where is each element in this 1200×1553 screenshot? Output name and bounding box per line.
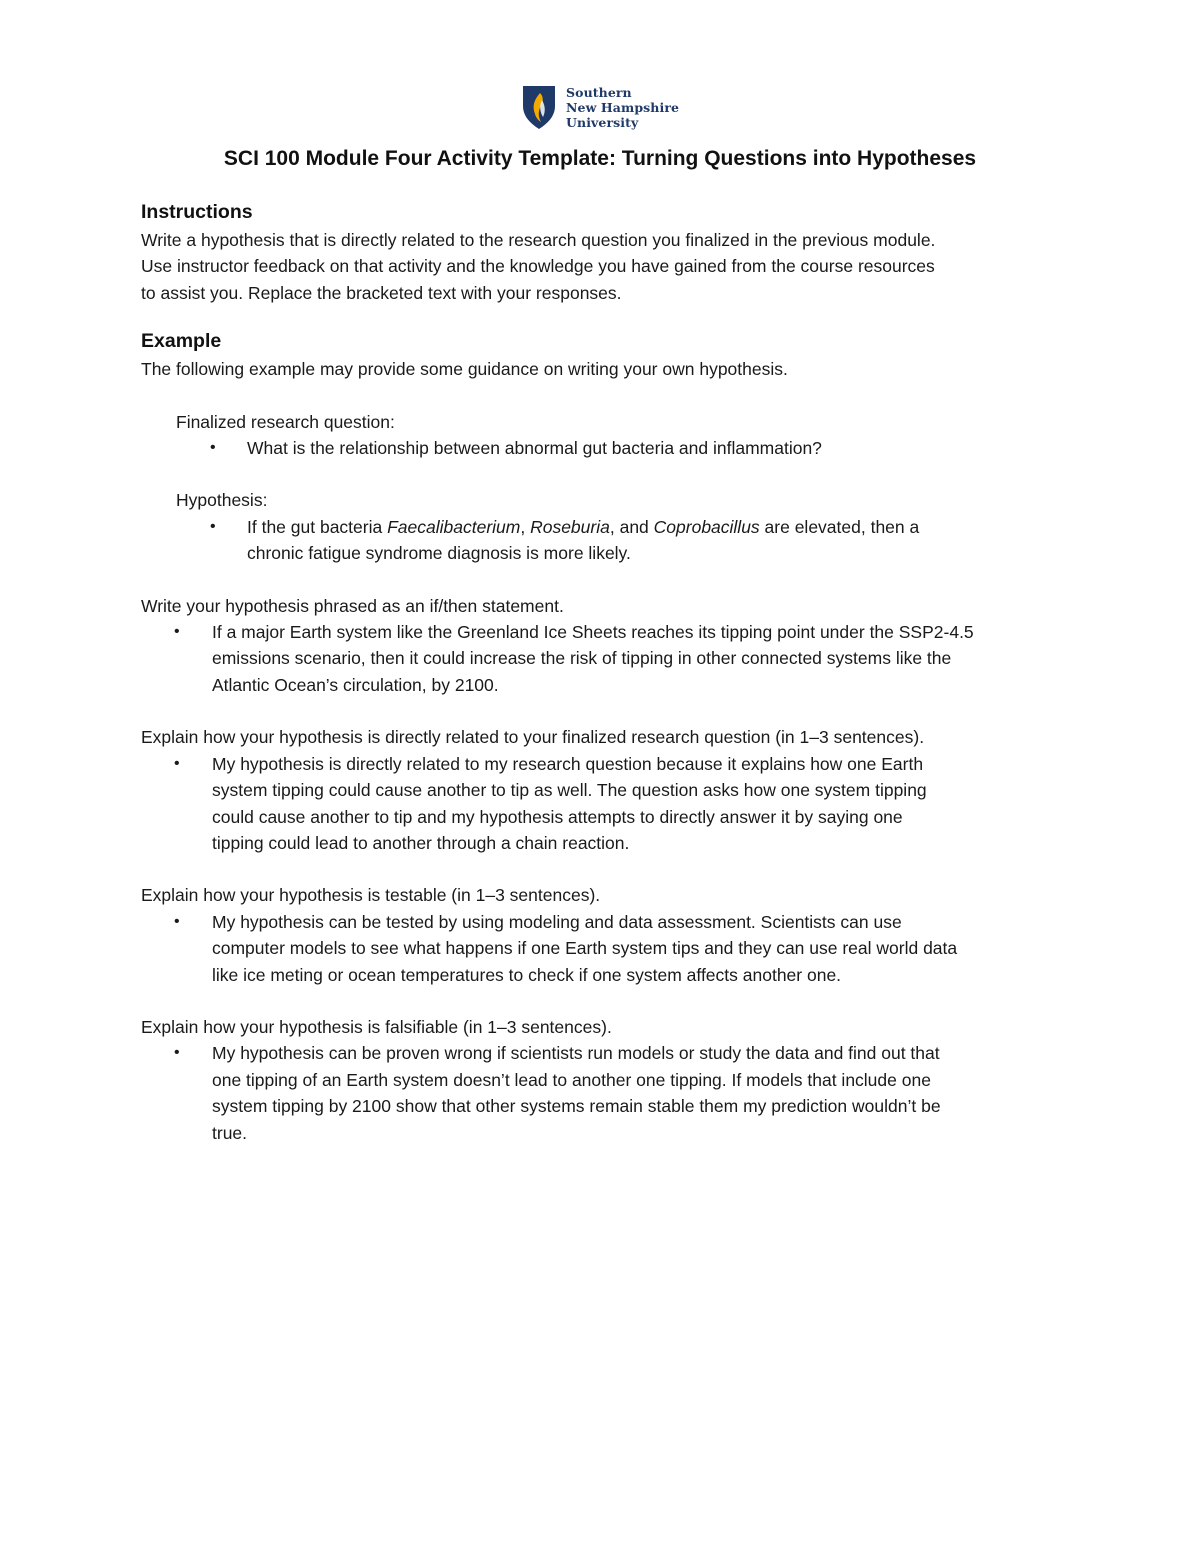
q3-answer-line-3: like ice meting or ocean temperatures to check if one system affects another one. [212,964,842,985]
list-item [141,751,1061,857]
list-item [141,909,1061,988]
example-question-label: Finalized research question: [176,411,395,432]
example-question-text: What is the relationship between abnormal gut bacteria and inflammation? [247,438,822,459]
q3-prompt: Explain how your hypothesis is testable (in 1–3 sentences). [141,885,601,906]
example-hypothesis-line-2: chronic fatigue syndrome diagnosis is more likely. [247,543,631,564]
spacer [141,461,1061,487]
q1-answer-line-3: Atlantic Ocean’s circulation, by 2100. [212,674,499,695]
hyp-text-3: , and [609,516,654,537]
hyp-text-4: are elevated, then a [759,516,920,537]
list-item [141,435,1061,461]
q1-answer-line-2: emissions scenario, then it could increase the risk of tipping in other connected systems like the [212,648,952,669]
document-body [141,197,1061,1146]
example-hypothesis-list [141,514,1061,567]
q1-prompt: Write your hypothesis phrased as an if/then statement. [141,595,564,616]
instructions-line-3: to assist you. Replace the bracketed text with your responses. [141,282,622,303]
example-intro: The following example may provide some guidance on writing your own hypothesis. [141,359,788,380]
spacer [141,567,1061,593]
spacer [141,306,1061,326]
instructions-line-1: Write a hypothesis that is directly related to the research question you finalized in the previous module. [141,230,936,250]
list-item [141,619,1061,698]
q4-answer-line-4: true. [212,1122,248,1143]
list-item [141,514,1061,567]
example-hypothesis-line-1 [247,514,1061,540]
q4-answer-line-1: My hypothesis can be proven wrong if scientists run models or study the data and find out that [212,1043,940,1064]
example-heading: Example [141,330,222,353]
hyp-text-2: , [520,516,531,537]
q3-answer-list [141,909,1061,988]
logo-line-1: Southern [566,85,632,100]
document-title: SCI 100 Module Four Activity Template: Turning Questions into Hypotheses [223,147,977,170]
hyp-text-1: If the gut bacteria [247,516,388,537]
q4-answer-list [141,1040,1061,1146]
q2-prompt: Explain how your hypothesis is directly related to your finalized research question (in 1–3 sentences). [141,727,925,748]
q4-answer-line-2: one tipping of an Earth system doesn’t lead to another one tipping. If models that include one [212,1069,931,1090]
spacer [141,383,1061,409]
bullet-icon: • [210,439,216,457]
q1-answer-line-1: If a major Earth system like the Greenland Ice Sheets reaches its tipping point under the SSP2-4.5 [212,622,974,643]
example-hypothesis-label: Hypothesis: [176,490,268,511]
list-item [141,1040,1061,1146]
logo-line-2: New Hampshire [566,100,680,115]
q2-answer-line-3: could cause another to tip and my hypothesis attempts to directly answer it by saying one [212,806,903,827]
spacer [141,856,1061,882]
bacteria-name-1: Faecalibacterium [387,516,521,537]
bullet-icon: • [174,754,180,772]
logo-wordmark [566,85,679,130]
bacteria-name-2: Roseburia [530,516,610,537]
q4-answer-line-3: system tipping by 2100 show that other systems remain stable them my prediction wouldn’t be [212,1096,941,1117]
example-question-list [141,435,1061,461]
q3-answer-line-2: computer models to see what happens if one Earth system tips and they can use real world data [212,938,958,959]
bullet-icon: • [174,623,180,641]
bullet-icon: • [210,517,216,535]
university-logo [521,84,691,134]
bacteria-name-3: Coprobacillus [653,516,760,537]
bullet-icon: • [174,1044,180,1062]
q2-answer-line-4: tipping could lead to another through a chain reaction. [212,832,630,853]
instructions-heading: Instructions [141,201,253,223]
q3-answer-line-1: My hypothesis can be tested by using modeling and data assessment. Scientists can use [212,911,902,932]
q2-answer-list [141,751,1061,857]
q2-answer-line-1: My hypothesis is directly related to my research question because it explains how one Earth [212,753,924,774]
spacer [141,698,1061,724]
snhu-shield-icon [521,84,557,130]
q2-answer-line-2: system tipping could cause another to tip as well. The question asks how one system tipping [212,780,927,801]
logo-line-3: University [566,115,639,130]
q4-prompt: Explain how your hypothesis is falsifiable (in 1–3 sentences). [141,1016,612,1037]
spacer [141,988,1061,1014]
bullet-icon: • [174,912,180,930]
instructions-line-2: Use instructor feedback on that activity and the knowledge you have gained from the course resources [141,256,935,277]
q1-answer-list [141,619,1061,698]
